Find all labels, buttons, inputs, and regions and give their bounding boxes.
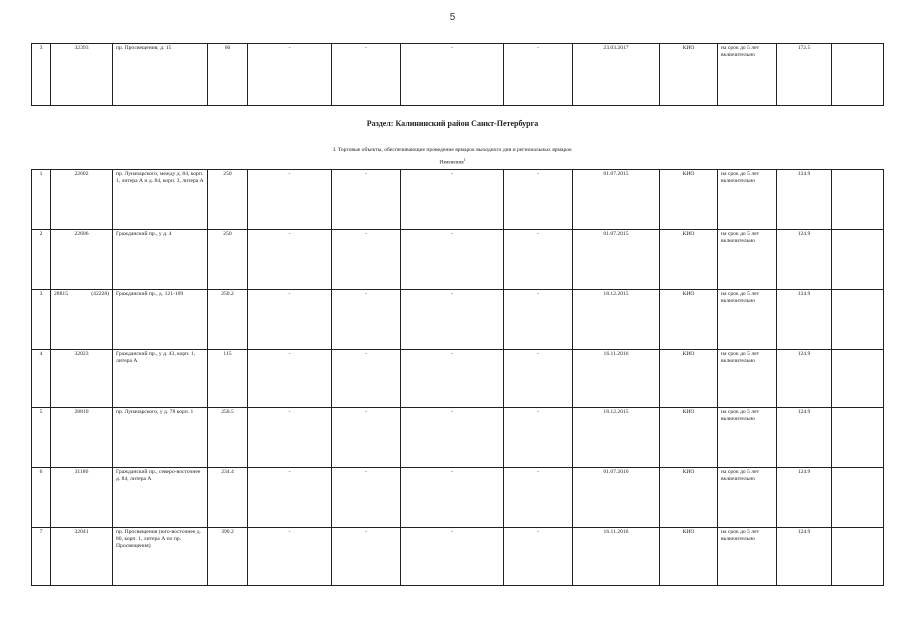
cell-c7: -	[401, 528, 504, 586]
cell-extra	[832, 468, 884, 528]
table-row	[32, 528, 884, 586]
cell-c8: -	[504, 170, 573, 230]
cell-c8: -	[504, 350, 573, 408]
cell-c8: -	[504, 290, 573, 350]
cell-c7: -	[401, 468, 504, 528]
cell-code: 124.9	[777, 290, 832, 350]
cell-address: пр. Просвещения, д. 15	[113, 44, 208, 106]
cell-c6: -	[332, 528, 401, 586]
cell-c6: -	[332, 350, 401, 408]
cell-date: 16.11.2016	[573, 350, 660, 408]
cell-date: 01.07.2015	[573, 170, 660, 230]
table-row	[32, 170, 884, 230]
cell-term: на срок до 5 лет включительно	[718, 350, 777, 408]
cell-id-extra: (42228)	[91, 291, 109, 297]
cell-c7: -	[401, 350, 504, 408]
cell-address: пр. Луначарского, у д. 78 корп. 1	[113, 408, 208, 468]
cell-area: 250.2	[208, 290, 248, 350]
cell-c7: -	[401, 408, 504, 468]
cell-c8: -	[504, 230, 573, 290]
cell-id-split	[54, 291, 109, 298]
cell-date: 01.07.2015	[573, 230, 660, 290]
cell-code: 172.5	[777, 44, 832, 106]
cell-code: 124.9	[777, 528, 832, 586]
cell-c6: -	[332, 170, 401, 230]
cell-area: 250	[208, 230, 248, 290]
cell-term: на срок до 5 лет включительно	[718, 170, 777, 230]
cell-extra	[832, 44, 884, 106]
table-row	[32, 44, 884, 106]
cell-c6: -	[332, 230, 401, 290]
cell-org: КИО	[660, 44, 718, 106]
cell-term: на срок до 5 лет включительно	[718, 230, 777, 290]
cell-c5: -	[248, 230, 332, 290]
cell-id: 31186	[51, 468, 113, 528]
cell-extra	[832, 230, 884, 290]
cell-code: 124.9	[777, 408, 832, 468]
cell-area: 60	[208, 44, 248, 106]
cell-c6: -	[332, 290, 401, 350]
cell-area: 250.5	[208, 408, 248, 468]
cell-c5: -	[248, 468, 332, 528]
main-table	[31, 169, 884, 586]
table-row	[32, 468, 884, 528]
table-row	[32, 350, 884, 408]
cell-date: 23.03.2017	[573, 44, 660, 106]
cell-area: 115	[208, 350, 248, 408]
cell-id-value: 28815	[54, 291, 68, 297]
cell-c5: -	[248, 170, 332, 230]
cell-term: на срок до 5 лет включительно	[718, 408, 777, 468]
table-row	[32, 408, 884, 468]
cell-id: 22602	[51, 170, 113, 230]
cell-date: 16.11.2016	[573, 528, 660, 586]
cell-extra	[832, 290, 884, 350]
subsection-sup: 1	[463, 157, 466, 162]
cell-org: КИО	[660, 468, 718, 528]
cell-c6: -	[332, 408, 401, 468]
cell-term: на срок до 5 лет включительно	[718, 44, 777, 106]
cell-c5: -	[248, 44, 332, 106]
subsection-sub	[0, 157, 905, 166]
table-row	[32, 290, 884, 350]
cell-org: КИО	[660, 230, 718, 290]
cell-num: 5	[32, 408, 51, 468]
cell-id: 32393	[51, 44, 113, 106]
table-row	[32, 230, 884, 290]
cell-address: Гражданский пр., д. 121-109	[113, 290, 208, 350]
cell-address: пр. Просвещения (юго-восточнее д. 80, корп. 1, литера А по пр. Просвещения)	[113, 528, 208, 586]
cell-c7: -	[401, 170, 504, 230]
cell-code: 124.9	[777, 468, 832, 528]
cell-c8: -	[504, 408, 573, 468]
cell-num: 1	[32, 170, 51, 230]
cell-c5: -	[248, 290, 332, 350]
cell-c7: -	[401, 230, 504, 290]
cell-address: Гражданский пр., северо-восточнее д. 84, литера А	[113, 468, 208, 528]
cell-address: пр. Луначарского, между д. 84, корп. 1, литера А и д. 84, корп. 3, литера А	[113, 170, 208, 230]
cell-org: КИО	[660, 408, 718, 468]
cell-id: 28810	[51, 408, 113, 468]
cell-id: 32023	[51, 350, 113, 408]
cell-c5: -	[248, 528, 332, 586]
cell-extra	[832, 528, 884, 586]
cell-c7: -	[401, 290, 504, 350]
cell-area: 250	[208, 170, 248, 230]
cell-num: 3	[32, 44, 51, 106]
cell-num: 6	[32, 468, 51, 528]
cell-num: 4	[32, 350, 51, 408]
cell-date: 01.07.2016	[573, 468, 660, 528]
cell-term: на срок до 5 лет включительно	[718, 290, 777, 350]
cell-date: 18.12.2015	[573, 408, 660, 468]
cell-org: КИО	[660, 528, 718, 586]
cell-area: 234.4	[208, 468, 248, 528]
cell-code: 124.9	[777, 170, 832, 230]
cell-area: 390.2	[208, 528, 248, 586]
cell-id	[51, 290, 113, 350]
cell-org: КИО	[660, 290, 718, 350]
page-number: 5	[449, 12, 456, 23]
cell-id: 22606	[51, 230, 113, 290]
cell-c7: -	[401, 44, 504, 106]
cell-extra	[832, 408, 884, 468]
cell-c8: -	[504, 528, 573, 586]
cell-c5: -	[248, 408, 332, 468]
cell-c6: -	[332, 468, 401, 528]
cell-org: КИО	[660, 170, 718, 230]
subsection-title: I. Торговые объекты, обеспечивающие проведение ярмарок выходного дня и региональных ярмарок	[333, 147, 572, 153]
cell-address: Гражданский пр., у д. 43, корп. 1, литера А	[113, 350, 208, 408]
section-title: Раздел: Калининский район Санкт-Петербурга	[366, 119, 539, 128]
cell-address: Гражданский пр., у д. 4	[113, 230, 208, 290]
cell-extra	[832, 350, 884, 408]
cell-org: КИО	[660, 350, 718, 408]
cell-term: на срок до 5 лет включительно	[718, 528, 777, 586]
cell-date: 18.12.2015	[573, 290, 660, 350]
cell-c6: -	[332, 44, 401, 106]
cell-num: 2	[32, 230, 51, 290]
cell-id: 32041	[51, 528, 113, 586]
subsection-sub-text: Изменения	[439, 159, 464, 166]
cell-c8: -	[504, 468, 573, 528]
cell-code: 124.9	[777, 350, 832, 408]
cell-c8: -	[504, 44, 573, 106]
cell-num: 3	[32, 290, 51, 350]
top-table	[31, 43, 884, 106]
cell-num: 7	[32, 528, 51, 586]
cell-c5: -	[248, 350, 332, 408]
cell-term: на срок до 5 лет включительно	[718, 468, 777, 528]
cell-code: 124.9	[777, 230, 832, 290]
cell-extra	[832, 170, 884, 230]
